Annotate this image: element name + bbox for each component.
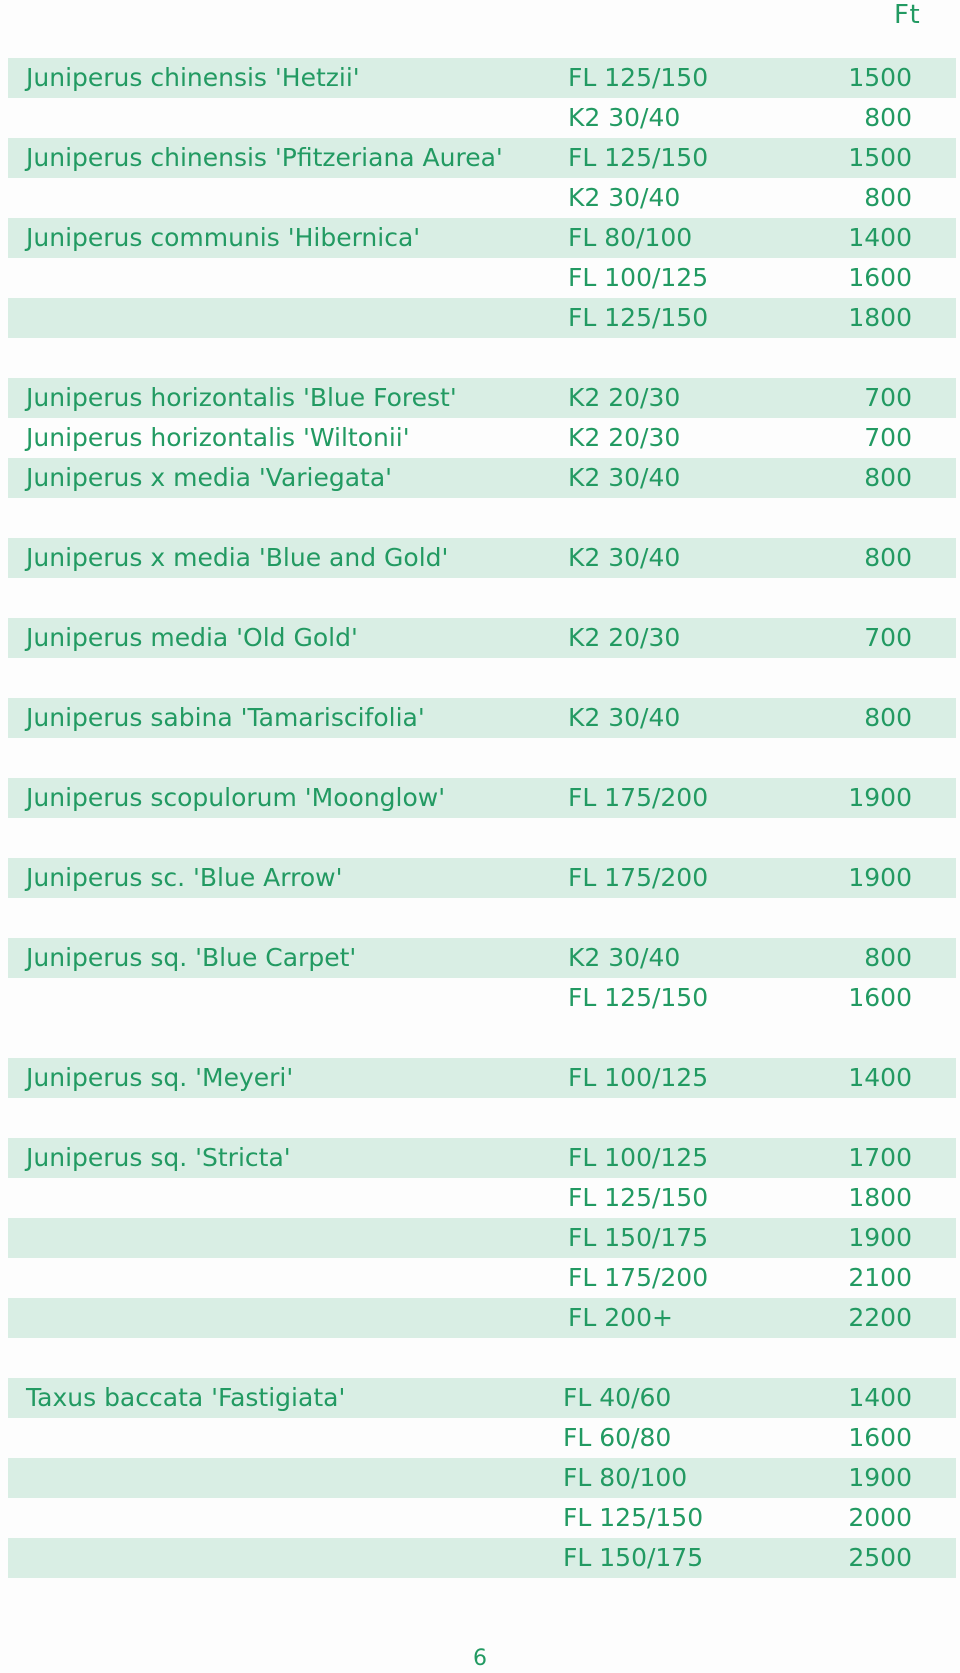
- table-row: [8, 1498, 956, 1538]
- table-row: [8, 1538, 956, 1578]
- product-group: [8, 618, 956, 658]
- product-price: 800: [864, 183, 912, 212]
- product-name: Juniperus x media 'Blue and Gold': [26, 543, 449, 572]
- product-price: 2200: [848, 1303, 912, 1332]
- product-name: Juniperus chinensis 'Pfitzeriana Aurea': [26, 143, 503, 172]
- product-size: FL 175/200: [568, 783, 709, 812]
- product-group: [8, 1058, 956, 1098]
- product-size: FL 125/150: [563, 1503, 704, 1532]
- table-row: [8, 698, 956, 738]
- product-size: FL 125/150: [568, 63, 709, 92]
- product-size: FL 175/200: [568, 1263, 709, 1292]
- page-number: 6: [473, 1646, 487, 1671]
- product-size: FL 100/125: [568, 1143, 709, 1172]
- product-price: 1900: [848, 1463, 912, 1492]
- product-size: FL 125/150: [568, 983, 709, 1012]
- product-price: 1900: [848, 863, 912, 892]
- table-row: [8, 1258, 956, 1298]
- table-row: [8, 98, 956, 138]
- table-row: [8, 138, 956, 178]
- table-row: [8, 618, 956, 658]
- table-row: [8, 458, 956, 498]
- product-price: 800: [864, 543, 912, 572]
- table-row: [8, 858, 956, 898]
- product-size: K2 20/30: [568, 623, 681, 652]
- table-row: [8, 538, 956, 578]
- product-name: Juniperus horizontalis 'Wiltonii': [26, 423, 410, 452]
- product-size: K2 30/40: [568, 943, 681, 972]
- product-price: 800: [864, 943, 912, 972]
- table-row: [8, 178, 956, 218]
- product-price: 2100: [848, 1263, 912, 1292]
- product-price: 1700: [848, 1143, 912, 1172]
- product-price: 1400: [848, 1383, 912, 1412]
- product-group: [8, 1138, 956, 1338]
- product-size: K2 30/40: [568, 183, 681, 212]
- product-group: [8, 1378, 956, 1578]
- product-name: Juniperus sq. 'Blue Carpet': [26, 943, 357, 972]
- product-price: 800: [864, 703, 912, 732]
- table-row: [8, 218, 956, 258]
- product-price: 700: [864, 423, 912, 452]
- product-price: 1500: [848, 143, 912, 172]
- product-group: [8, 778, 956, 818]
- table-row: [8, 978, 956, 1018]
- product-name: Juniperus sabina 'Tamariscifolia': [26, 703, 425, 732]
- product-size: FL 80/100: [568, 223, 693, 252]
- product-size: FL 200+: [568, 1303, 673, 1332]
- product-group: [8, 538, 956, 578]
- product-size: FL 125/150: [568, 1183, 709, 1212]
- table-row: [8, 1058, 956, 1098]
- product-size: K2 30/40: [568, 103, 681, 132]
- product-price: 1600: [848, 983, 912, 1012]
- table-row: [8, 418, 956, 458]
- table-row: [8, 1458, 956, 1498]
- product-size: K2 30/40: [568, 463, 681, 492]
- product-price: 2000: [848, 1503, 912, 1532]
- product-name: Juniperus x media 'Variegata': [26, 463, 393, 492]
- product-name: Juniperus communis 'Hibernica': [26, 223, 421, 252]
- currency-header: Ft: [894, 0, 921, 30]
- product-size: FL 60/80: [563, 1423, 672, 1452]
- product-size: K2 20/30: [568, 423, 681, 452]
- table-row: [8, 1138, 956, 1178]
- product-group: [8, 378, 956, 498]
- product-price: 2500: [848, 1543, 912, 1572]
- product-price: 700: [864, 383, 912, 412]
- table-row: [8, 1378, 956, 1418]
- price-table: [8, 58, 956, 1618]
- product-price: 1900: [848, 783, 912, 812]
- product-name: Taxus baccata 'Fastigiata': [26, 1383, 346, 1412]
- product-name: Juniperus sq. 'Meyeri': [26, 1063, 294, 1092]
- product-size: FL 100/125: [568, 263, 709, 292]
- product-price: 1400: [848, 223, 912, 252]
- product-price: 800: [864, 103, 912, 132]
- product-size: FL 80/100: [563, 1463, 688, 1492]
- product-price: 1500: [848, 63, 912, 92]
- product-group: [8, 58, 956, 338]
- product-name: Juniperus sq. 'Stricta': [26, 1143, 291, 1172]
- product-price: 1800: [848, 1183, 912, 1212]
- product-size: FL 125/150: [568, 143, 709, 172]
- product-name: Juniperus horizontalis 'Blue Forest': [26, 383, 457, 412]
- product-size: FL 125/150: [568, 303, 709, 332]
- product-size: FL 150/175: [563, 1543, 704, 1572]
- product-price: 1400: [848, 1063, 912, 1092]
- table-row: [8, 378, 956, 418]
- product-size: K2 30/40: [568, 543, 681, 572]
- table-row: [8, 938, 956, 978]
- product-size: FL 40/60: [563, 1383, 672, 1412]
- table-row: [8, 1178, 956, 1218]
- product-size: K2 20/30: [568, 383, 681, 412]
- table-row: [8, 58, 956, 98]
- table-row: [8, 778, 956, 818]
- table-row: [8, 1218, 956, 1258]
- product-name: Juniperus media 'Old Gold': [26, 623, 358, 652]
- product-size: K2 30/40: [568, 703, 681, 732]
- product-group: [8, 938, 956, 1018]
- table-row: [8, 258, 956, 298]
- table-row: [8, 1298, 956, 1338]
- product-price: 1900: [848, 1223, 912, 1252]
- product-price: 1800: [848, 303, 912, 332]
- product-size: FL 100/125: [568, 1063, 709, 1092]
- product-name: Juniperus chinensis 'Hetzii': [26, 63, 360, 92]
- product-size: FL 150/175: [568, 1223, 709, 1252]
- product-name: Juniperus scopulorum 'Moonglow': [26, 783, 446, 812]
- product-name: Juniperus sc. 'Blue Arrow': [26, 863, 343, 892]
- product-price: 800: [864, 463, 912, 492]
- product-size: FL 175/200: [568, 863, 709, 892]
- product-price: 1600: [848, 263, 912, 292]
- table-row: [8, 298, 956, 338]
- table-row: [8, 1418, 956, 1458]
- product-group: [8, 698, 956, 738]
- product-group: [8, 858, 956, 898]
- product-price: 1600: [848, 1423, 912, 1452]
- product-price: 700: [864, 623, 912, 652]
